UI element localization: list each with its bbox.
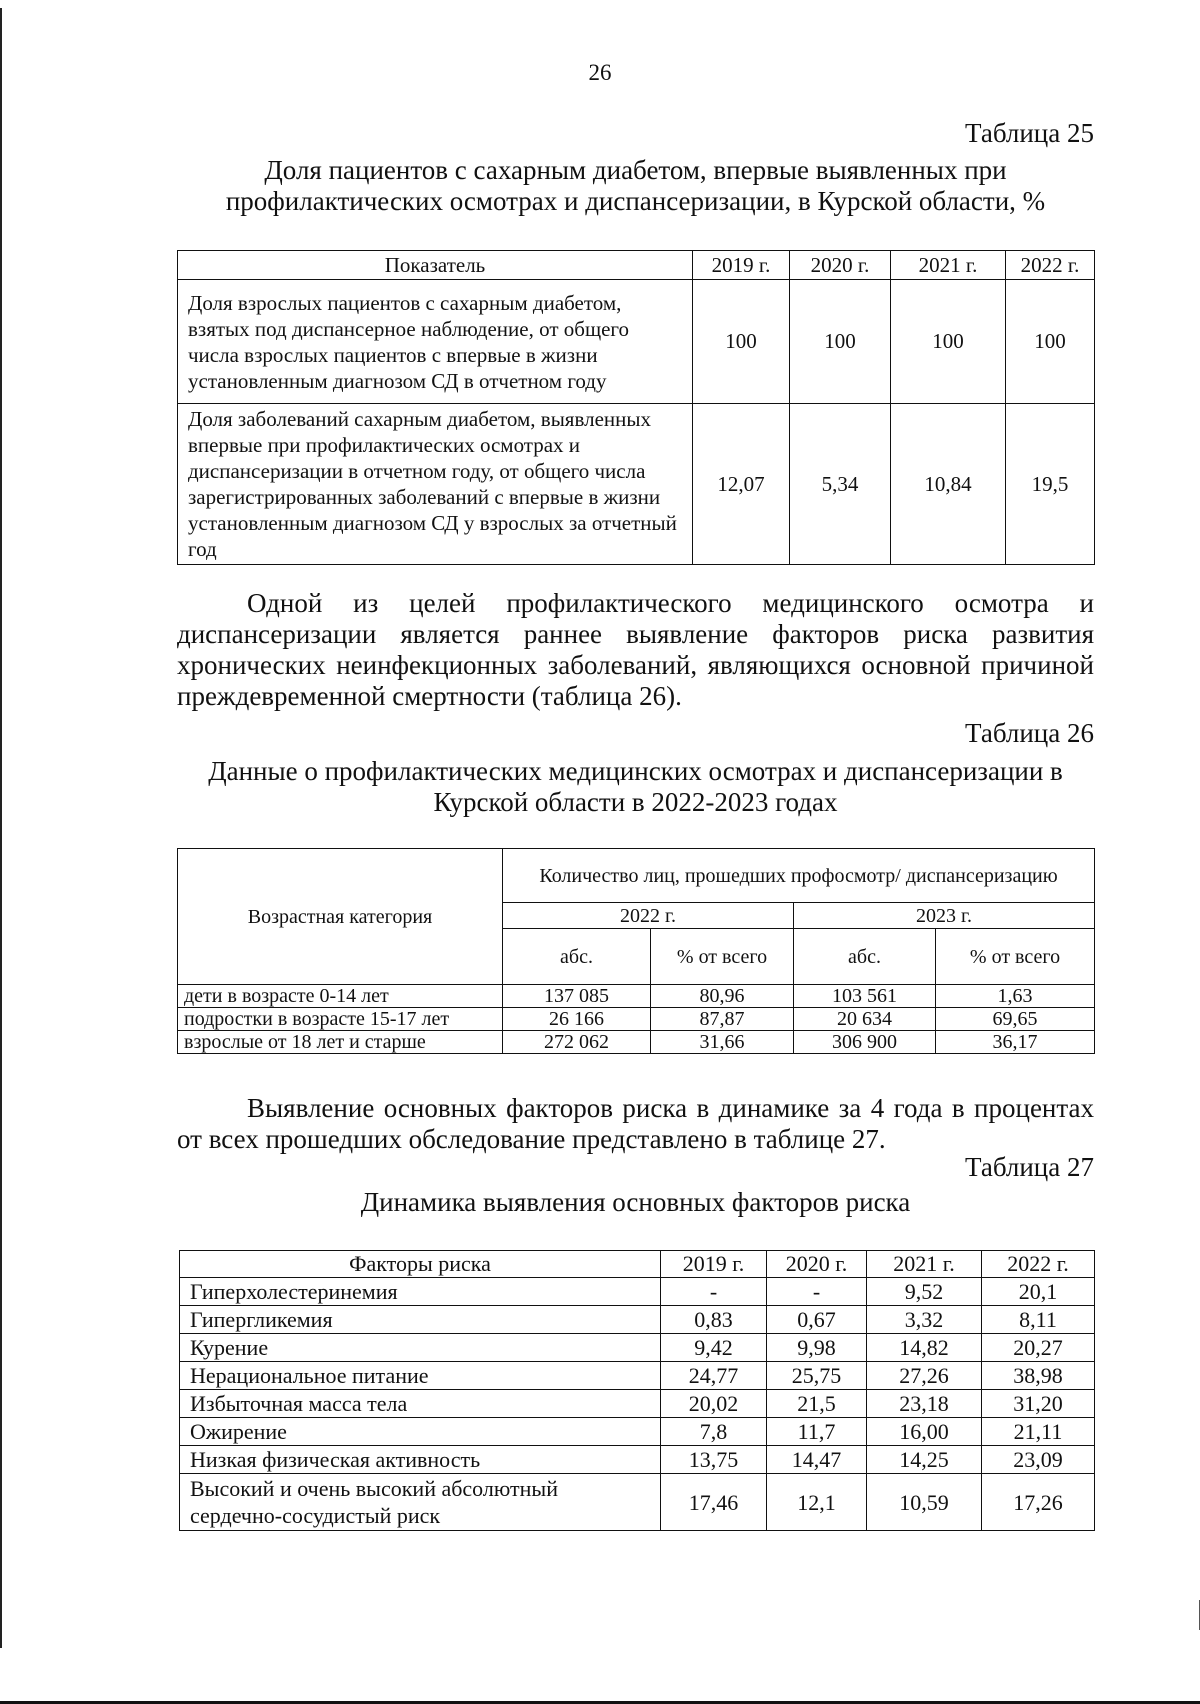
table27-title: Динамика выявления основных факторов риска xyxy=(360,1187,911,1217)
table25-value: 100 xyxy=(790,280,891,404)
table26-category: дети в возрасте 0-14 лет xyxy=(178,985,503,1008)
table25-indicator: Доля взрослых пациентов с сахарным диабетом, взятых под диспансерное наблюдение, от общего числа взрослых пациентов с впервые в жизни установленным диагнозом СД в отчетном году xyxy=(178,280,693,404)
table26-header-group: Количество лиц, прошедших профосмотр/ диспансеризацию xyxy=(503,849,1095,903)
table27-value: - xyxy=(767,1278,867,1306)
paragraph-2-text: Выявление основных факторов риска в динамике за 4 года в процентах от всех прошедших обследование представлено в таблице 27. xyxy=(177,1093,1094,1154)
table26-header-2023: 2023 г. xyxy=(794,903,1095,929)
table26-subheader-abs-2022: абс. xyxy=(503,929,651,985)
table26-value: 103 561 xyxy=(794,985,936,1008)
table26-title-line1: Данные о профилактических медицинских осмотрах и диспансеризации в xyxy=(208,756,1063,786)
table27-value: 17,26 xyxy=(982,1474,1095,1531)
table27-value: 20,02 xyxy=(661,1390,767,1418)
table26-value: 69,65 xyxy=(936,1008,1095,1031)
table26-value: 87,87 xyxy=(651,1008,794,1031)
table25-value: 12,07 xyxy=(693,404,790,565)
table27-value: 17,46 xyxy=(661,1474,767,1531)
table25-header-2021: 2021 г. xyxy=(891,251,1006,280)
table27-value: 0,83 xyxy=(661,1306,767,1334)
table27-header-factor: Факторы риска xyxy=(180,1251,661,1278)
paragraph-2 xyxy=(177,1093,1094,1155)
table27 xyxy=(179,1250,1095,1531)
table-row xyxy=(180,1278,1095,1306)
table26-subheader-pct-2022: % от всего xyxy=(651,929,794,985)
table27-value: 20,27 xyxy=(982,1334,1095,1362)
paragraph-1-text: Одной из целей профилактического медицинского осмотра и диспансеризации является раннее выявление факторов риска развития хронических неинфекционных заболеваний, являющихся основной причиной преждевременной смертности (таблица 26). xyxy=(177,588,1094,711)
table27-value: 14,25 xyxy=(867,1446,982,1474)
table27-header-2019: 2019 г. xyxy=(661,1251,767,1278)
table25-value: 10,84 xyxy=(891,404,1006,565)
table-row xyxy=(178,404,1095,565)
table27-factor: Нерациональное питание xyxy=(180,1362,661,1390)
table26-value: 36,17 xyxy=(936,1031,1095,1054)
table-row xyxy=(180,1334,1095,1362)
table27-value: 8,11 xyxy=(982,1306,1095,1334)
table27-value: 10,59 xyxy=(867,1474,982,1531)
table27-value: 21,11 xyxy=(982,1418,1095,1446)
table27-value: 21,5 xyxy=(767,1390,867,1418)
table26-subheader-pct-2023: % от всего xyxy=(936,929,1095,985)
table26-title-line2: Курской области в 2022-2023 годах xyxy=(433,787,838,817)
paragraph-1 xyxy=(177,588,1094,712)
table26-value: 1,63 xyxy=(936,985,1095,1008)
table25-header-2020: 2020 г. xyxy=(790,251,891,280)
table25-title-line2: профилактических осмотрах и диспансеризации, в Курской области, % xyxy=(225,186,1046,216)
table25-value: 100 xyxy=(891,280,1006,404)
table27-value: 14,47 xyxy=(767,1446,867,1474)
table25-indicator: Доля заболеваний сахарным диабетом, выявленных впервые при профилактических осмотрах и диспансеризации в отчетном году, от общего числа зарегистрированных заболеваний с впервые в жизни установленным диагнозом СД у взрослых за отчетный год xyxy=(178,404,693,565)
table-row xyxy=(178,985,1095,1008)
table26-value: 31,66 xyxy=(651,1031,794,1054)
scan-edge-left xyxy=(0,8,2,1648)
table27-factor: Ожирение xyxy=(180,1418,661,1446)
table27-value: 7,8 xyxy=(661,1418,767,1446)
table26-value: 26 166 xyxy=(503,1008,651,1031)
table27-factor: Избыточная масса тела xyxy=(180,1390,661,1418)
table26-value: 80,96 xyxy=(651,985,794,1008)
table27-value: 23,18 xyxy=(867,1390,982,1418)
table25-value: 100 xyxy=(693,280,790,404)
table27-factor: Высокий и очень высокий абсолютный сердечно-сосудистый риск xyxy=(180,1474,661,1531)
table27-value: 16,00 xyxy=(867,1418,982,1446)
table26-value: 272 062 xyxy=(503,1031,651,1054)
table27-factor: Гиперхолестеринемия xyxy=(180,1278,661,1306)
table-row xyxy=(178,1008,1095,1031)
table27-value: 38,98 xyxy=(982,1362,1095,1390)
table-row xyxy=(178,280,1095,404)
table25-title-line1: Доля пациентов с сахарным диабетом, впервые выявленных при xyxy=(264,155,1007,185)
table25-header-indicator: Показатель xyxy=(178,251,693,280)
table25-header-2022: 2022 г. xyxy=(1006,251,1095,280)
table27-value: 9,98 xyxy=(767,1334,867,1362)
table26-header-category: Возрастная категория xyxy=(178,849,503,985)
table27-value: 23,09 xyxy=(982,1446,1095,1474)
table-row xyxy=(180,1362,1095,1390)
table25-value: 19,5 xyxy=(1006,404,1095,565)
table27-value: 0,67 xyxy=(767,1306,867,1334)
table26-label: Таблица 26 xyxy=(965,718,1094,748)
table25-header-row xyxy=(178,251,1095,280)
table27-value: 3,32 xyxy=(867,1306,982,1334)
table27-value: 20,1 xyxy=(982,1278,1095,1306)
table26-category: подростки в возрасте 15-17 лет xyxy=(178,1008,503,1031)
table25-header-2019: 2019 г. xyxy=(693,251,790,280)
table-row xyxy=(180,1306,1095,1334)
table26-category: взрослые от 18 лет и старше xyxy=(178,1031,503,1054)
table26 xyxy=(177,848,1095,1054)
table-row xyxy=(180,1474,1095,1531)
table-row xyxy=(180,1418,1095,1446)
table27-value: 11,7 xyxy=(767,1418,867,1446)
table26-value: 20 634 xyxy=(794,1008,936,1031)
table27-value: 27,26 xyxy=(867,1362,982,1390)
table25-label: Таблица 25 xyxy=(965,118,1094,148)
table25-value: 100 xyxy=(1006,280,1095,404)
table27-factor: Низкая физическая активность xyxy=(180,1446,661,1474)
table26-header-row-1 xyxy=(178,849,1095,903)
table26-subheader-abs-2023: абс. xyxy=(794,929,936,985)
table27-factor: Гипергликемия xyxy=(180,1306,661,1334)
table-row xyxy=(178,1031,1095,1054)
table26-value: 306 900 xyxy=(794,1031,936,1054)
table26-title xyxy=(177,756,1094,818)
table27-header-2022: 2022 г. xyxy=(982,1251,1095,1278)
table27-value: 24,77 xyxy=(661,1362,767,1390)
table26-header-2022: 2022 г. xyxy=(503,903,794,929)
table25 xyxy=(177,250,1095,565)
table27-value: - xyxy=(661,1278,767,1306)
table27-value: 14,82 xyxy=(867,1334,982,1362)
table27-label: Таблица 27 xyxy=(965,1152,1094,1182)
table27-value: 9,42 xyxy=(661,1334,767,1362)
table-row xyxy=(180,1390,1095,1418)
table27-value: 25,75 xyxy=(767,1362,867,1390)
table27-header-row xyxy=(180,1251,1095,1278)
table27-value: 9,52 xyxy=(867,1278,982,1306)
table27-value: 12,1 xyxy=(767,1474,867,1531)
table25-value: 5,34 xyxy=(790,404,891,565)
table27-factor: Курение xyxy=(180,1334,661,1362)
table25-title xyxy=(177,155,1094,217)
table26-value: 137 085 xyxy=(503,985,651,1008)
table27-value: 13,75 xyxy=(661,1446,767,1474)
table27-value: 31,20 xyxy=(982,1390,1095,1418)
page-number: 26 xyxy=(588,60,612,85)
table27-header-2020: 2020 г. xyxy=(767,1251,867,1278)
table27-header-2021: 2021 г. xyxy=(867,1251,982,1278)
table-row xyxy=(180,1446,1095,1474)
